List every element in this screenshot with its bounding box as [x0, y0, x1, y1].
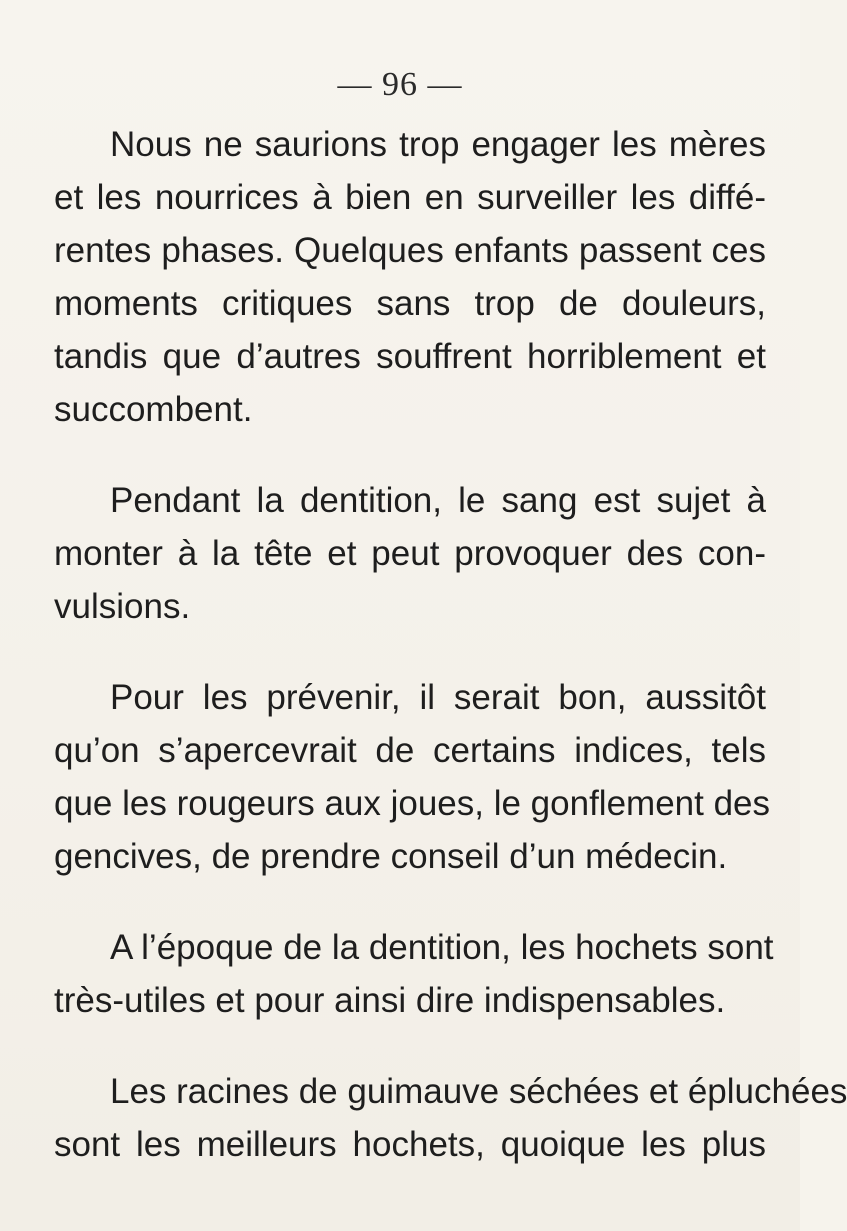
- text-line: que les rougeurs aux joues, le gonflement des: [54, 784, 771, 823]
- text-line: rentes phases. Quelques enfants passent ces: [54, 231, 766, 270]
- text-line: tandis que d’autres souffrent horriblement et: [54, 337, 766, 376]
- paragraph: [54, 921, 774, 1027]
- text-line: gencives, de prendre conseil d’un médecin.: [54, 837, 728, 876]
- text-line: sont les meilleurs hochets, quoique les plus: [54, 1125, 766, 1164]
- text-line: Pendant la dentition, le sang est sujet à: [110, 481, 766, 520]
- page-body: [54, 118, 847, 1171]
- page-number: — 96 —: [337, 66, 463, 103]
- text-line: moments critiques sans trop de douleurs,: [54, 284, 766, 323]
- paragraph: [54, 671, 771, 883]
- text-line: et les nourrices à bien en surveiller les diffé-: [54, 178, 766, 217]
- text-line: qu’on s’apercevrait de certains indices, tels: [54, 731, 766, 770]
- paragraph: [54, 474, 766, 633]
- text-line: vulsions.: [54, 587, 191, 626]
- text-line: Pour les prévenir, il serait bon, aussitôt: [110, 678, 766, 717]
- text-line: très-utiles et pour ainsi dire indispensables.: [54, 981, 726, 1020]
- text-line: Nous ne saurions trop engager les mères: [110, 125, 766, 164]
- text-line: A l’époque de la dentition, les hochets sont: [110, 928, 774, 967]
- text-line: Les racines de guimauve séchées et épluchées: [110, 1072, 847, 1111]
- paragraph: [54, 118, 766, 436]
- text-line: succombent.: [54, 390, 253, 429]
- paragraph: [54, 1065, 847, 1171]
- text-line: monter à la tête et peut provoquer des con-: [54, 534, 766, 573]
